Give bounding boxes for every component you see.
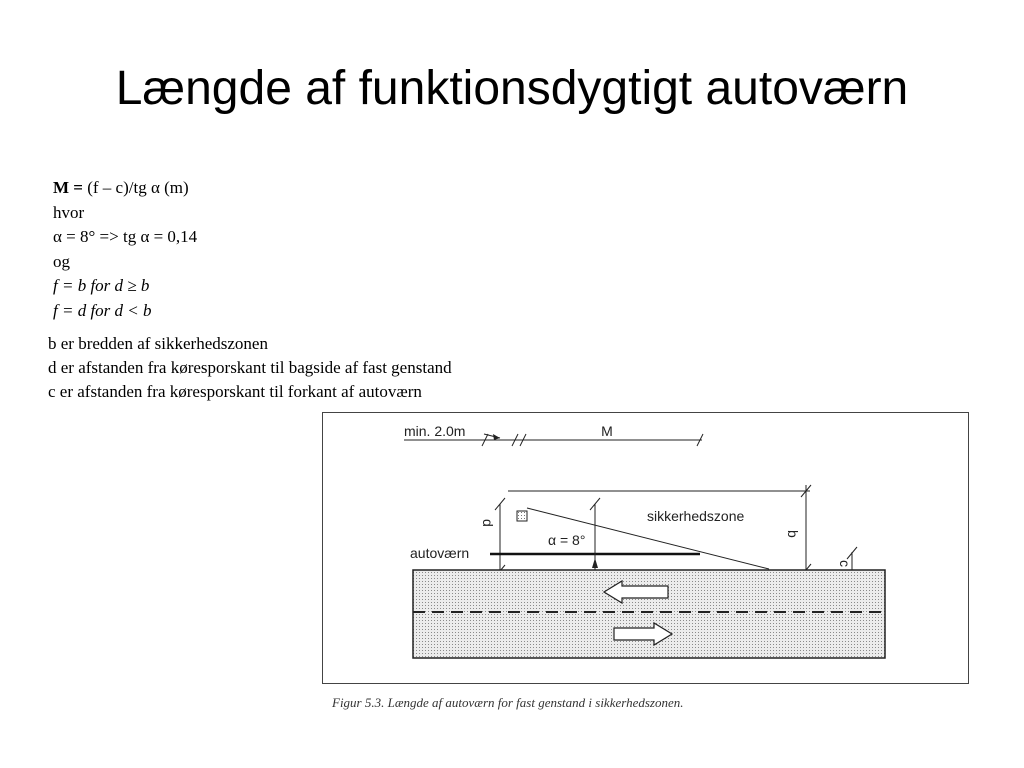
roadway [413, 570, 885, 658]
angle-label: α = 8° [548, 532, 586, 548]
formula-f-rule-2: f = d for d < b [53, 300, 152, 320]
min-distance-label: min. 2.0m [404, 423, 466, 439]
slide-title: Længde af funktionsdygtigt autoværn [115, 62, 909, 115]
c-label: c [837, 560, 853, 567]
formula-block [53, 176, 197, 323]
definition-d: d er afstanden fra køresporskant til bagside af fast genstand [48, 358, 452, 377]
definition-b: b er bredden af sikkerhedszonen [48, 334, 268, 353]
formula-hvor: hvor [53, 202, 85, 222]
m-dimension-label: M [601, 423, 613, 439]
formula-m [53, 176, 197, 201]
d-label: d [480, 519, 496, 527]
zone-label: sikkerhedszone [647, 508, 745, 524]
formula-og: og [53, 251, 70, 271]
b-label: b [785, 530, 801, 538]
formula-f-rule-1: f = b for d ≥ b [53, 276, 150, 295]
formula-m-symbol: M = [53, 178, 83, 197]
guardrail-figure [322, 412, 969, 684]
formula-m-rest: (f – c)/tg α (m) [82, 178, 189, 197]
formula-alpha: α = 8° => tg α = 0,14 [53, 227, 198, 246]
guardrail-label: autoværn [410, 545, 470, 561]
figure-caption: Figur 5.3. Længde af autoværn for fast genstand i sikkerhedszonen. [332, 695, 684, 710]
definitions-list [48, 332, 452, 404]
definition-c: c er afstanden fra køresporskant til forkant af autoværn [48, 382, 422, 401]
fixed-object-icon [517, 511, 527, 521]
